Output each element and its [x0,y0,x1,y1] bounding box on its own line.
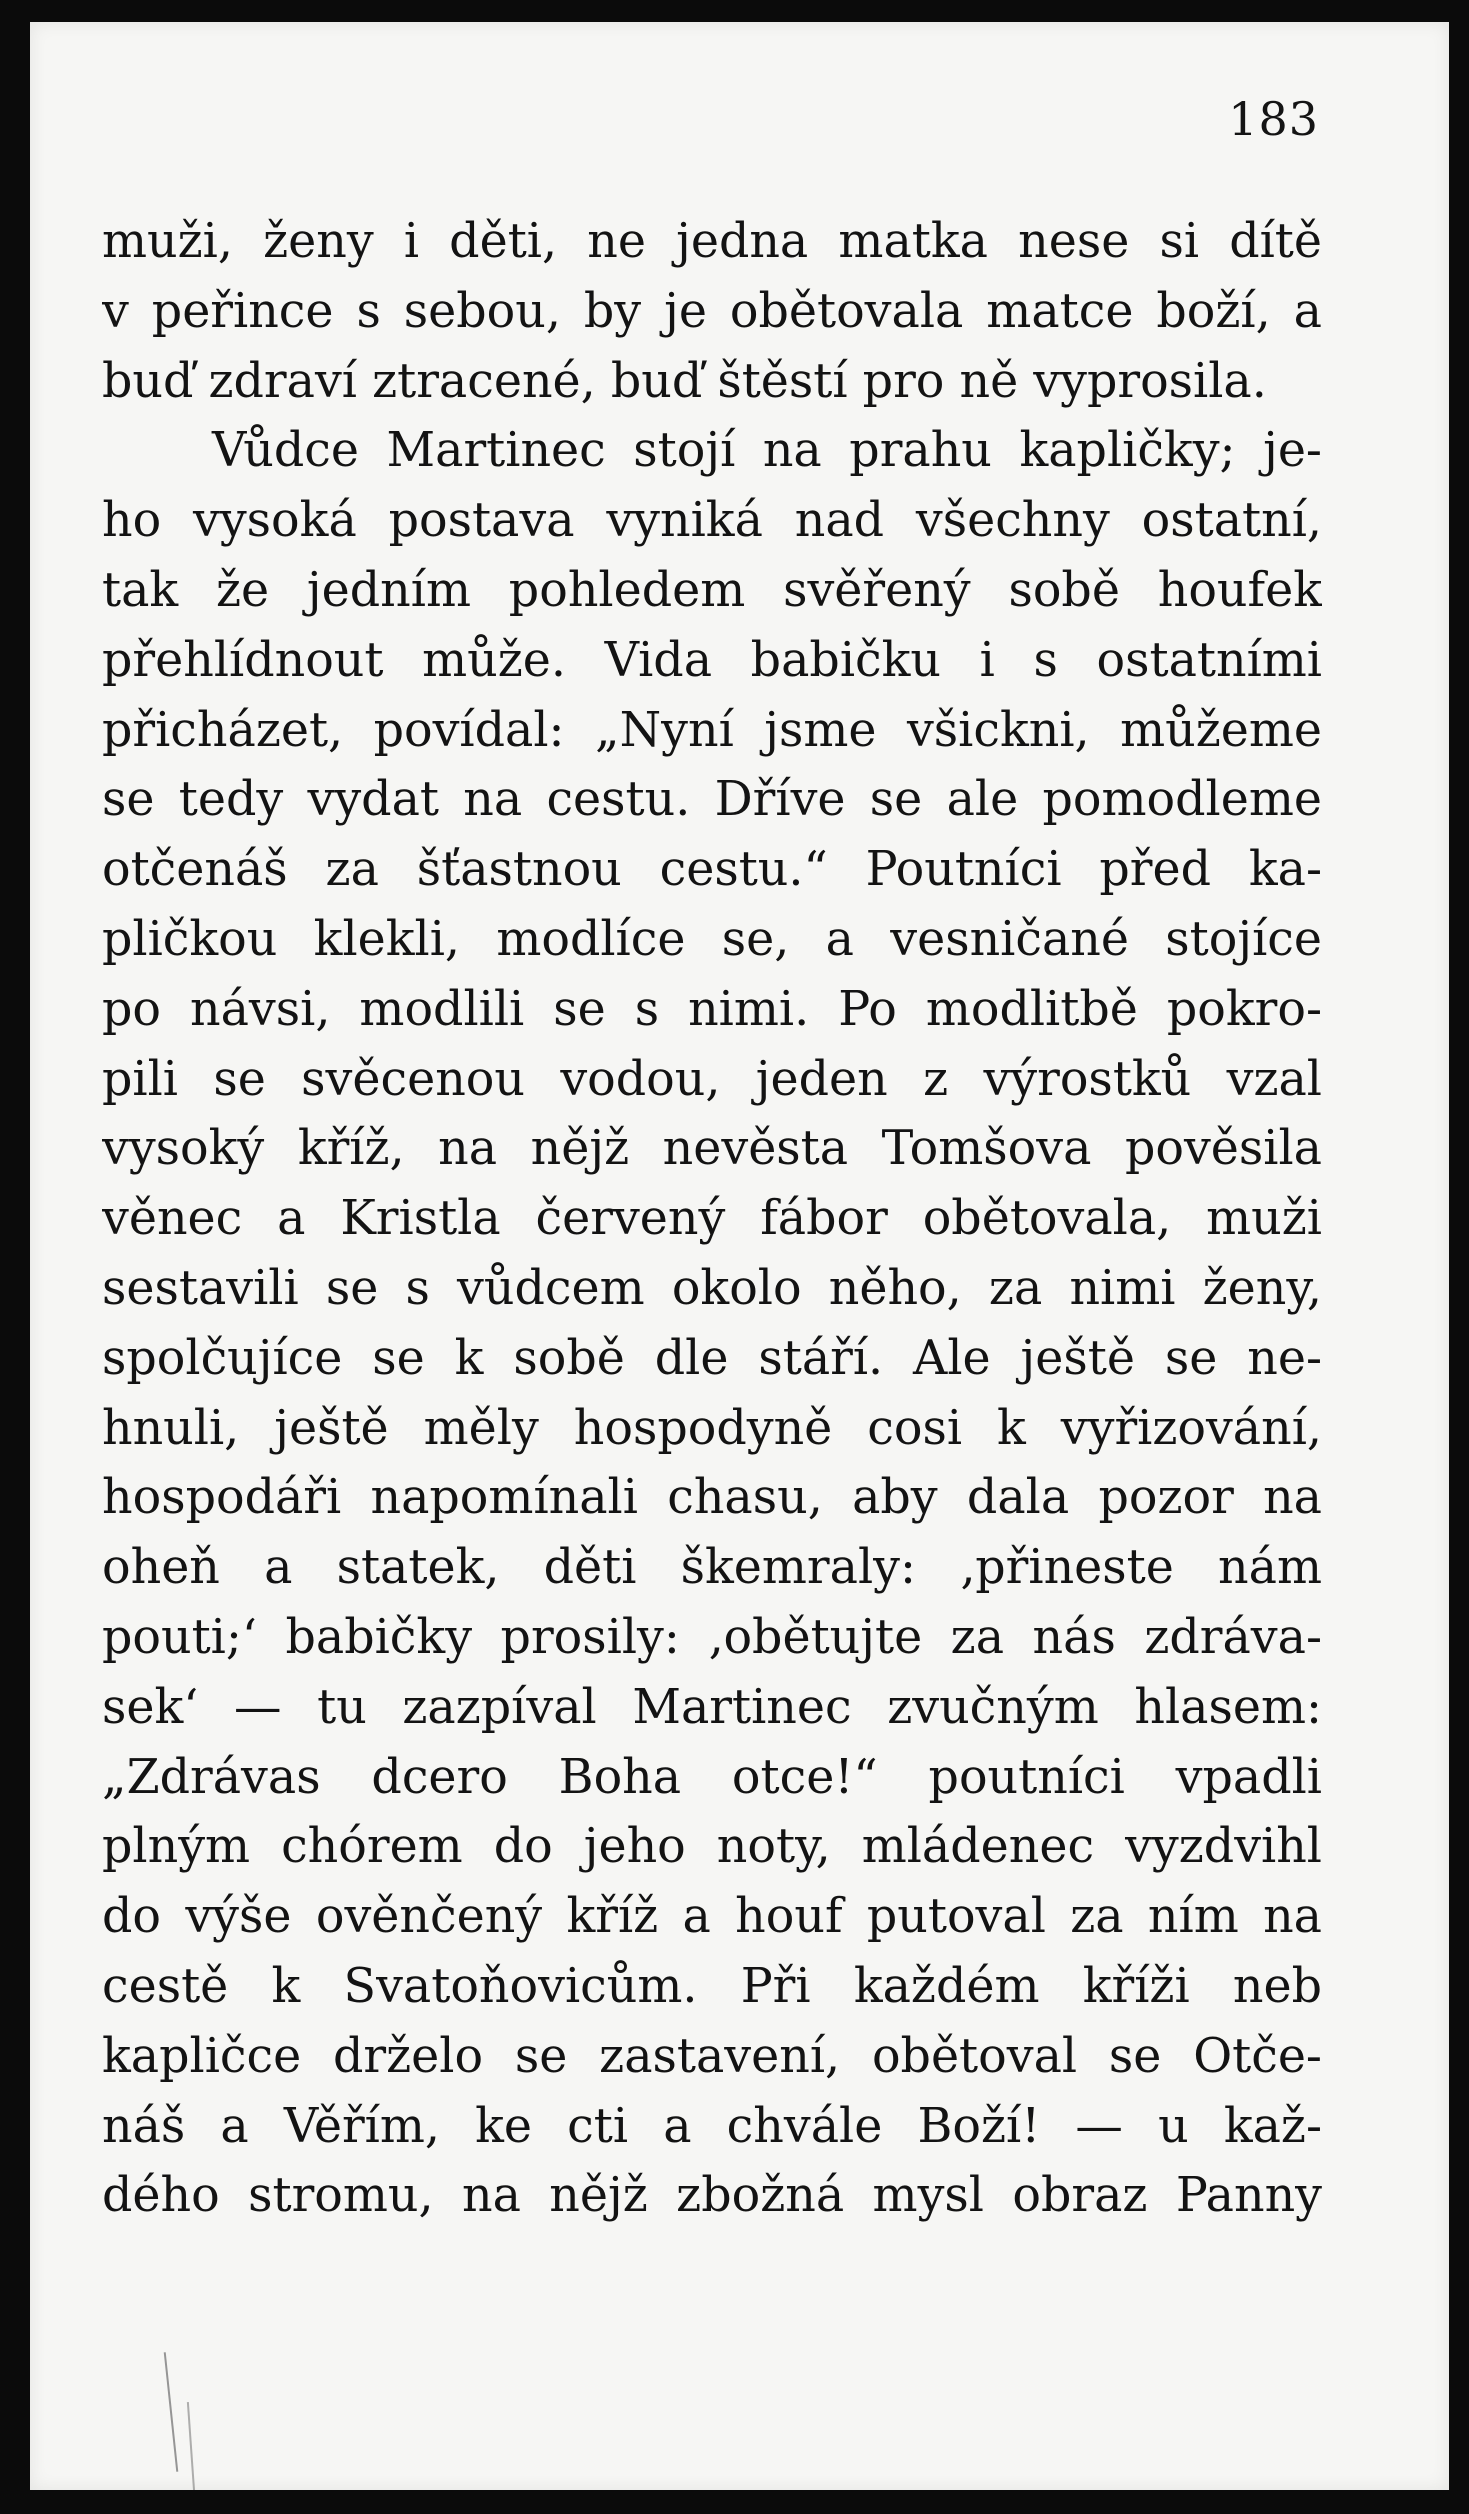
text-line: muži, ženy i děti, ne jedna matka nese si dítě [102,214,1322,269]
book-page [30,22,1449,2490]
text-line: cestě k Svatoňovicům. Při každém kříži neb [102,1958,1322,2014]
scan-artifact-line [187,2402,195,2490]
text-line: Vůdce Martinec stojí na prahu kapličky; je- [212,423,1322,479]
text-line: ho vysoká postava vyniká nad všechny ostatní, [102,493,1322,549]
text-line: spolčujíce se k sobě dle stáří. Ale ještě se ne- [102,1330,1322,1386]
page-number: 183 [1228,92,1319,146]
text-line: přehlídnout může. Vida babičku i s ostatními [102,632,1322,688]
text-line: „Zdrávas dcero Boha otce!“ poutníci vpadli [102,1749,1322,1805]
text-line: tak že jedním pohledem svěřený sobě houfek [102,562,1322,618]
text-line: sek‘ — tu zazpíval Martinec zvučným hlasem: [102,1679,1322,1735]
text-line: dého stromu, na nějž zbožná mysl obraz Panny [102,2168,1322,2224]
text-line: hnuli, ještě měly hospodyně cosi k vyřizování, [102,1400,1322,1456]
text-line: náš a Věřím, ke cti a chvále Boží! — u kaž- [102,2098,1322,2154]
text-line: v peřince s sebou, by je obětovala matce boží, a [102,283,1322,339]
scan-artifact-line [164,2352,179,2472]
text-line: do výše ověnčený kříž a houf putoval za ním na [102,1889,1322,1945]
body-text [102,207,1322,2231]
text-line: věnec a Kristla červený fábor obětovala, muži [102,1191,1322,1247]
text-line: sestavili se s vůdcem okolo něho, za nimi ženy, [102,1260,1322,1316]
text-line: přicházet, povídal: „Nyní jsme všickni, můžeme [102,702,1322,758]
text-line: pouti;‘ babičky prosily: ‚obětujte za nás zdráva- [102,1609,1322,1665]
text-line: oheň a statek, děti škemraly: ‚přineste nám [102,1540,1322,1596]
text-line: hospodáři napomínali chasu, aby dala pozor na [102,1470,1322,1526]
text-line: pili se svěcenou vodou, jeden z výrostků vzal [102,1051,1322,1107]
text-line: otčenáš za šťastnou cestu.“ Poutníci před ka- [102,842,1322,898]
text-line: plným chórem do jeho noty, mládenec vyzdvihl [102,1819,1322,1875]
text-line: se tedy vydat na cestu. Dříve se ale pomodleme [102,772,1322,828]
text-line: kapličce drželo se zastavení, obětoval se Otče- [102,2028,1322,2084]
text-line: po návsi, modlili se s nimi. Po modlitbě pokro- [102,981,1322,1037]
text-line: vysoký kříž, na nějž nevěsta Tomšova pověsila [102,1121,1322,1177]
text-line: pličkou klekli, modlíce se, a vesničané stojíce [102,911,1322,967]
text-line: buď zdraví ztracené, buď štěstí pro ně vyprosila. [102,353,1267,409]
